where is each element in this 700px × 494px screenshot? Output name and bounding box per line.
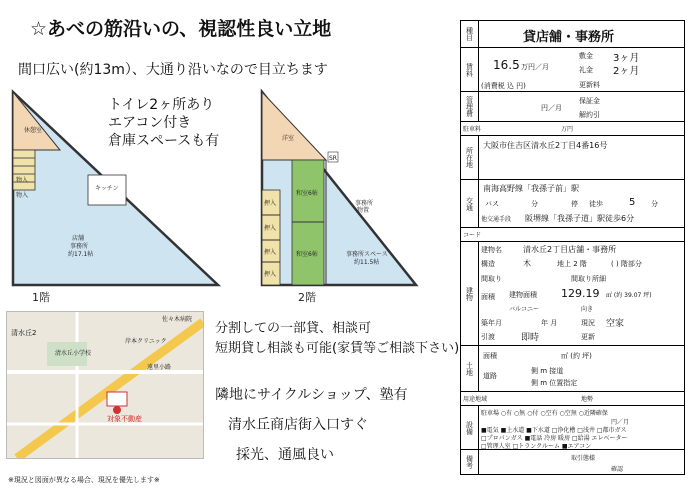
equipment-line3: □管理人室 □トランクルーム ■エアコン: [481, 443, 592, 450]
svg-text:店舗: 店舗: [72, 235, 85, 242]
rent-tax: (消費税 込 円): [481, 82, 526, 90]
map-label: 佐々木病院: [162, 316, 193, 323]
area-kind: 建物面積: [509, 291, 537, 299]
zoning-label: 用途地域: [463, 396, 488, 403]
rent-value: 16.5: [493, 58, 520, 72]
status-label: 現況: [581, 319, 595, 327]
parking-price: 円／月: [611, 419, 630, 426]
floor-plans: [0, 0, 460, 310]
walk-min: 5: [629, 197, 636, 208]
deposit-label: 敷金: [579, 52, 593, 60]
remarks-label: 備考: [461, 450, 479, 474]
svg-text:事務所スペース: 事務所スペース: [346, 251, 388, 258]
deposit-value: 3ヶ月: [613, 53, 640, 64]
mgmt-label: 管理費: [461, 92, 479, 121]
note-aircon: エアコン付き: [108, 115, 192, 131]
transaction-type-label: 取引態様: [571, 455, 596, 462]
location-label: 所在地: [461, 136, 479, 179]
caption-short-term: 短期貸し相談も可能(家賃等ご相談下さい): [215, 341, 460, 356]
caption-split: 分割しての一部貸、相談可: [215, 321, 372, 336]
station-line1: 南海高野線「我孫子前」駅: [483, 184, 579, 193]
floor2-label: 2階: [298, 291, 316, 304]
floor1-rest-room: [13, 92, 60, 150]
status: 空家: [606, 319, 625, 329]
caption-shopping: 清水丘商店街入口すぐ: [228, 417, 368, 433]
land-area-unit: ㎡ (約 坪): [561, 352, 592, 360]
renewal-label: 更新: [581, 333, 595, 341]
map-label: 清水丘小学校: [55, 350, 92, 357]
built-year-label: 築年月: [481, 319, 502, 327]
property-table: [460, 20, 685, 475]
map-label: 遠里小路: [147, 364, 172, 371]
handover-label: 引渡: [481, 333, 495, 341]
map-target-label: 対象不動産: [107, 415, 142, 423]
area-map: [6, 311, 204, 459]
svg-text:事務所: 事務所: [355, 200, 374, 207]
svg-text:物置: 物置: [357, 207, 370, 214]
balcony-label: バルコニー: [509, 306, 540, 313]
mgmt-unit: 円／月: [541, 104, 562, 112]
building-name-label: 建物名: [481, 246, 502, 254]
equipment-line1: ■電気 ■上水道 ■下水道 □浄化槽 □浅井 □都市ガス: [481, 427, 627, 434]
footnote: ※現況と図面が異なる場合、現況を優先します※: [8, 476, 160, 484]
station-line2: 阪堺線「我孫子道」駅徒歩6分: [525, 214, 635, 223]
svg-text:SR: SR: [329, 155, 337, 162]
building-name: 清水丘2丁目店舗・事務所: [523, 245, 617, 254]
bus-min: 分: [531, 200, 538, 208]
svg-text:事務所: 事務所: [70, 243, 89, 250]
road-label: 道路: [483, 372, 497, 380]
equipment-label: 設備: [461, 406, 479, 449]
guarantee-label: 保証金: [579, 97, 600, 105]
land-area-label: 面積: [483, 352, 497, 360]
direction-label: 向き: [581, 306, 594, 313]
parking-options: 駐車場 ○有 ○無 ○付 ○空有 ○空無 ○近隣確保: [481, 410, 608, 417]
confirmed-label: 確認: [611, 466, 624, 473]
layout-label: 間取り: [481, 275, 502, 283]
bus-label: バス: [485, 200, 499, 208]
renewal-fee-label: 更新料: [579, 81, 600, 89]
built-year: 年 月: [541, 319, 558, 327]
walk-label: 徒歩: [589, 200, 603, 208]
floor1-stairs: [13, 150, 35, 190]
amortization-label: 解約引: [579, 111, 600, 119]
map-label: 岸本クリニック: [125, 338, 167, 345]
subline: 間口広い(約13m）、大通り沿いなので目立ちます: [18, 62, 328, 78]
map-label: 清水丘2: [11, 329, 37, 337]
key-money-value: 2ヶ月: [613, 66, 640, 77]
category: 貸店舗・事務所: [523, 30, 615, 45]
floor2-western-room: [262, 92, 326, 160]
svg-text:キッチン: キッチン: [95, 185, 119, 192]
note-storage: 倉庫スペースも有: [108, 133, 220, 149]
svg-text:押入: 押入: [264, 249, 277, 256]
parking-fee-unit: 万円: [561, 126, 574, 133]
rent-label: 賃料: [461, 48, 479, 91]
handover: 即時: [521, 333, 540, 343]
floor-portion: ( ) 階部分: [611, 260, 642, 268]
svg-text:洋室: 洋室: [282, 135, 295, 142]
note-toilet: トイレ2ヶ所あり: [108, 97, 215, 113]
stop-label: 停: [571, 200, 578, 208]
room-detail-label: 間取り所細: [571, 275, 606, 283]
structure: 木: [523, 259, 531, 268]
traffic-label: 交通: [461, 180, 479, 227]
building-area: 129.19: [561, 287, 600, 300]
walk-unit: 分: [651, 200, 658, 208]
code-label: コード: [463, 232, 482, 239]
rent-unit: 万円／月: [521, 63, 549, 71]
svg-text:物入: 物入: [16, 192, 29, 199]
svg-text:休憩室: 休憩室: [24, 127, 43, 134]
floors: 地上 2 階: [557, 260, 587, 268]
headline: ☆あべの筋沿いの、視認性良い立地: [30, 18, 332, 40]
structure-label: 構造: [481, 260, 495, 268]
equipment-line2: □プロパンガス ■電話 冷房 暖房 □給湯 エレベーター: [481, 435, 628, 442]
svg-text:押入: 押入: [264, 271, 277, 278]
key-money-label: 礼金: [579, 66, 593, 74]
building-label: 建物: [461, 242, 479, 345]
road-1: 側 m 接道: [531, 367, 564, 375]
category-label: 種目: [461, 21, 479, 47]
svg-text:約17.1帖: 約17.1帖: [68, 251, 94, 258]
svg-text:和室6帖: 和室6帖: [296, 251, 318, 258]
svg-text:和室6帖: 和室6帖: [296, 190, 318, 197]
road-2: 側 m 位置指定: [531, 379, 578, 387]
floor1-label: 1階: [32, 291, 50, 304]
area-unit: ㎡ (約 39.07 坪): [606, 292, 652, 299]
other-transit-label: 他交通手段: [481, 216, 512, 223]
land-label: 土地: [461, 346, 479, 391]
area-label: 面積: [481, 293, 495, 301]
svg-text:約11.5帖: 約11.5帖: [354, 259, 380, 266]
parking-fee-label: 駐車料: [463, 126, 482, 133]
terrain-label: 地勢: [581, 396, 594, 403]
svg-text:押入: 押入: [264, 200, 277, 207]
svg-text:押入: 押入: [264, 225, 277, 232]
svg-text:物入: 物入: [16, 177, 29, 184]
location: 大阪市住吉区清水丘2丁目4番16号: [483, 141, 608, 150]
caption-neighbors: 隣地にサイクルショップ、塾有: [215, 387, 408, 403]
caption-light: 採光、通風良い: [236, 447, 334, 463]
